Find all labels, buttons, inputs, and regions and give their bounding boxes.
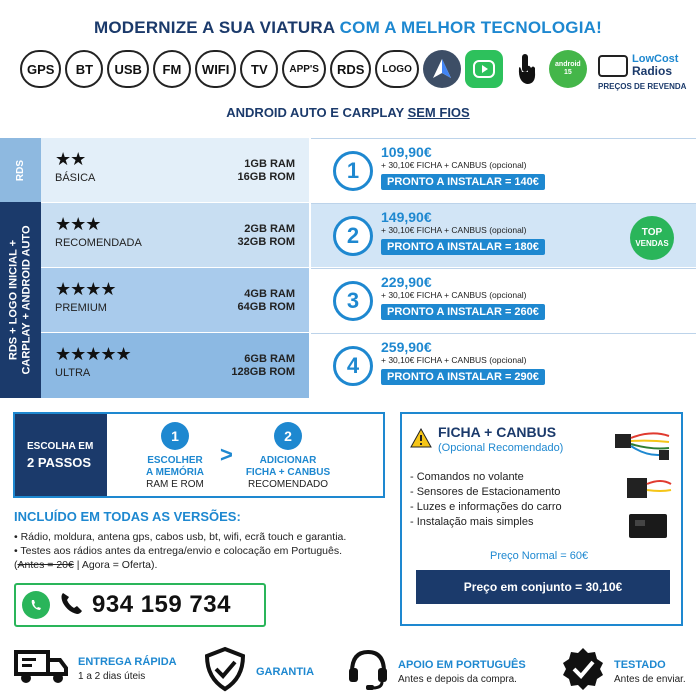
step-1: 1 ESCOLHER A MEMÓRIA RAM E ROM xyxy=(120,422,230,491)
brand-name2: Radios xyxy=(632,64,673,78)
tier-name: RECOMENDADA xyxy=(55,237,142,249)
pricing-table xyxy=(0,138,696,398)
ready-to-install-label: PRONTO A INSTALAR = 140€ xyxy=(381,174,545,190)
truck-icon xyxy=(12,646,70,691)
ficha-subtitle: (Opcional Recomendado) xyxy=(438,442,564,454)
canbus-box-icon xyxy=(625,510,673,547)
side-line2: CARPLAY + ANDROID AUTO xyxy=(20,225,33,375)
ready-to-install-label: PRONTO A INSTALAR = 260€ xyxy=(381,304,545,320)
tier-rom: 32GB ROM xyxy=(237,236,295,248)
shield-check-icon xyxy=(202,646,248,697)
touch-hand-icon xyxy=(507,50,545,88)
benefit-warranty: GARANTIA xyxy=(202,646,314,697)
tier-stars: ★★ xyxy=(55,149,86,169)
carplay-icon xyxy=(465,50,503,88)
feature-rds: RDS xyxy=(330,50,371,88)
step-2: 2 ADICIONAR FICHA + CANBUS RECOMENDADO xyxy=(233,422,343,491)
android-auto-icon xyxy=(423,50,461,88)
option-number: 3 xyxy=(333,281,373,321)
tier-rom: 128GB ROM xyxy=(231,366,295,378)
option-number: 4 xyxy=(333,346,373,386)
tier-stars: ★★★★★ xyxy=(55,344,131,364)
subhead-underlined: SEM FIOS xyxy=(407,105,470,120)
feature-logo: LOGO xyxy=(375,50,418,88)
feature-gps: GPS xyxy=(20,50,61,88)
tier-ram: 6GB RAM xyxy=(244,353,295,365)
android-name: android xyxy=(555,61,581,68)
brand-tagline: PREÇOS DE REVENDA xyxy=(598,82,687,91)
ready-to-install-label: PRONTO A INSTALAR = 180€ xyxy=(381,239,545,255)
step-number: 1 xyxy=(161,422,189,450)
android-version: 15 xyxy=(563,69,572,76)
phone-icon xyxy=(58,590,84,621)
brand-name1: LowCost xyxy=(632,53,679,65)
option-number: 1 xyxy=(333,151,373,191)
tier-stars: ★★★★ xyxy=(55,279,116,299)
tier-stars: ★★★ xyxy=(55,214,101,234)
top-sales-badge: TOP VENDAS xyxy=(630,216,674,260)
ready-to-install-label: PRONTO A INSTALAR = 290€ xyxy=(381,369,545,385)
headline-part1: MODERNIZE A SUA VIATURA xyxy=(94,18,335,37)
whatsapp-icon xyxy=(22,591,50,619)
connector-icon xyxy=(623,472,673,511)
android-icon xyxy=(549,50,587,88)
tier-ram: 2GB RAM xyxy=(244,223,295,235)
tier-rom: 16GB ROM xyxy=(237,171,295,183)
phone-number: 934 159 734 xyxy=(92,591,231,618)
phone-contact[interactable] xyxy=(14,583,266,627)
price-value: 229,90€ xyxy=(381,274,432,290)
side-label-full xyxy=(0,202,41,398)
price-value: 149,90€ xyxy=(381,209,432,225)
normal-price: Preço Normal = 60€ xyxy=(490,550,589,562)
two-steps-panel xyxy=(13,412,385,498)
side-line1: RDS + LOGO INICIAL + xyxy=(7,239,20,361)
feature-apps: APP'S xyxy=(282,50,326,88)
included-title: INCLUÍDO EM TODAS AS VERSÕES: xyxy=(14,509,241,524)
footer-benefits xyxy=(0,640,696,699)
tier-ram: 4GB RAM xyxy=(244,288,295,300)
benefit-support: APOIO EM PORTUGUÊS Antes e depois da compra. xyxy=(346,646,526,697)
option-number: 2 xyxy=(333,216,373,256)
feature-icons xyxy=(20,50,587,88)
price-note: + 30,10€ FICHA + CANBUS (opcional) xyxy=(381,355,527,365)
tier-ultra[interactable] xyxy=(41,333,309,398)
feature-tv: TV xyxy=(240,50,278,88)
tier-ram: 1GB RAM xyxy=(244,158,295,170)
tier-basica[interactable] xyxy=(41,138,309,202)
tier-premium[interactable] xyxy=(41,268,309,332)
subheadline xyxy=(0,105,696,120)
ficha-canbus-panel xyxy=(400,412,683,626)
warning-icon xyxy=(410,428,432,453)
tier-name: BÁSICA xyxy=(55,172,96,184)
brand-logo xyxy=(598,53,690,91)
tier-name: PREMIUM xyxy=(55,302,107,314)
included-list: • Rádio, moldura, antena gps, cabos usb, bt, wifi, ecrã touch e garantia. • Testes aos rádios antes da entrega/envio e colocação em Português. (Antes = 20€ | Agora = Oferta). xyxy=(14,531,347,571)
feature-usb: USB xyxy=(107,50,148,88)
tier-name: ULTRA xyxy=(55,367,91,379)
side-label-rds: RDS xyxy=(0,138,41,202)
headset-icon xyxy=(346,646,390,697)
feature-bt: BT xyxy=(65,50,103,88)
price-row-2[interactable] xyxy=(311,203,696,267)
badge-check-icon xyxy=(560,646,606,697)
benefit-tested: TESTADO Antes de enviar. xyxy=(560,646,686,697)
benefit-delivery: ENTREGA RÁPIDA 1 a 2 dias úteis xyxy=(12,646,177,691)
feature-fm: FM xyxy=(153,50,191,88)
chevron-right-icon: > xyxy=(220,442,233,467)
subhead-text: ANDROID AUTO E CARPLAY xyxy=(226,105,404,120)
tier-recomendada[interactable] xyxy=(41,203,309,267)
headline xyxy=(0,18,696,38)
price-value: 259,90€ xyxy=(381,339,432,355)
tier-rom: 64GB ROM xyxy=(237,301,295,313)
price-value: 109,90€ xyxy=(381,144,432,160)
price-note: + 30,10€ FICHA + CANBUS (opcional) xyxy=(381,160,527,170)
price-column xyxy=(311,138,696,398)
price-row-1[interactable] xyxy=(311,138,696,202)
price-row-3[interactable] xyxy=(311,268,696,332)
price-row-4[interactable] xyxy=(311,333,696,397)
ficha-features: - Comandos no volante - Sensores de Estacionamento - Luzes e informações do carro - Instalação mais simples xyxy=(410,471,562,528)
radio-icon xyxy=(598,55,628,77)
headline-part2: COM A MELHOR TECNOLOGIA! xyxy=(339,18,602,37)
steps-label: ESCOLHA EM 2 PASSOS xyxy=(15,414,107,496)
wiring-harness-icon xyxy=(611,420,673,469)
step-number: 2 xyxy=(274,422,302,450)
price-note: + 30,10€ FICHA + CANBUS (opcional) xyxy=(381,290,527,300)
ficha-title: FICHA + CANBUS xyxy=(438,424,557,440)
combo-price: Preço em conjunto = 30,10€ xyxy=(416,570,670,604)
feature-wifi: WIFI xyxy=(195,50,236,88)
price-note: + 30,10€ FICHA + CANBUS (opcional) xyxy=(381,225,527,235)
